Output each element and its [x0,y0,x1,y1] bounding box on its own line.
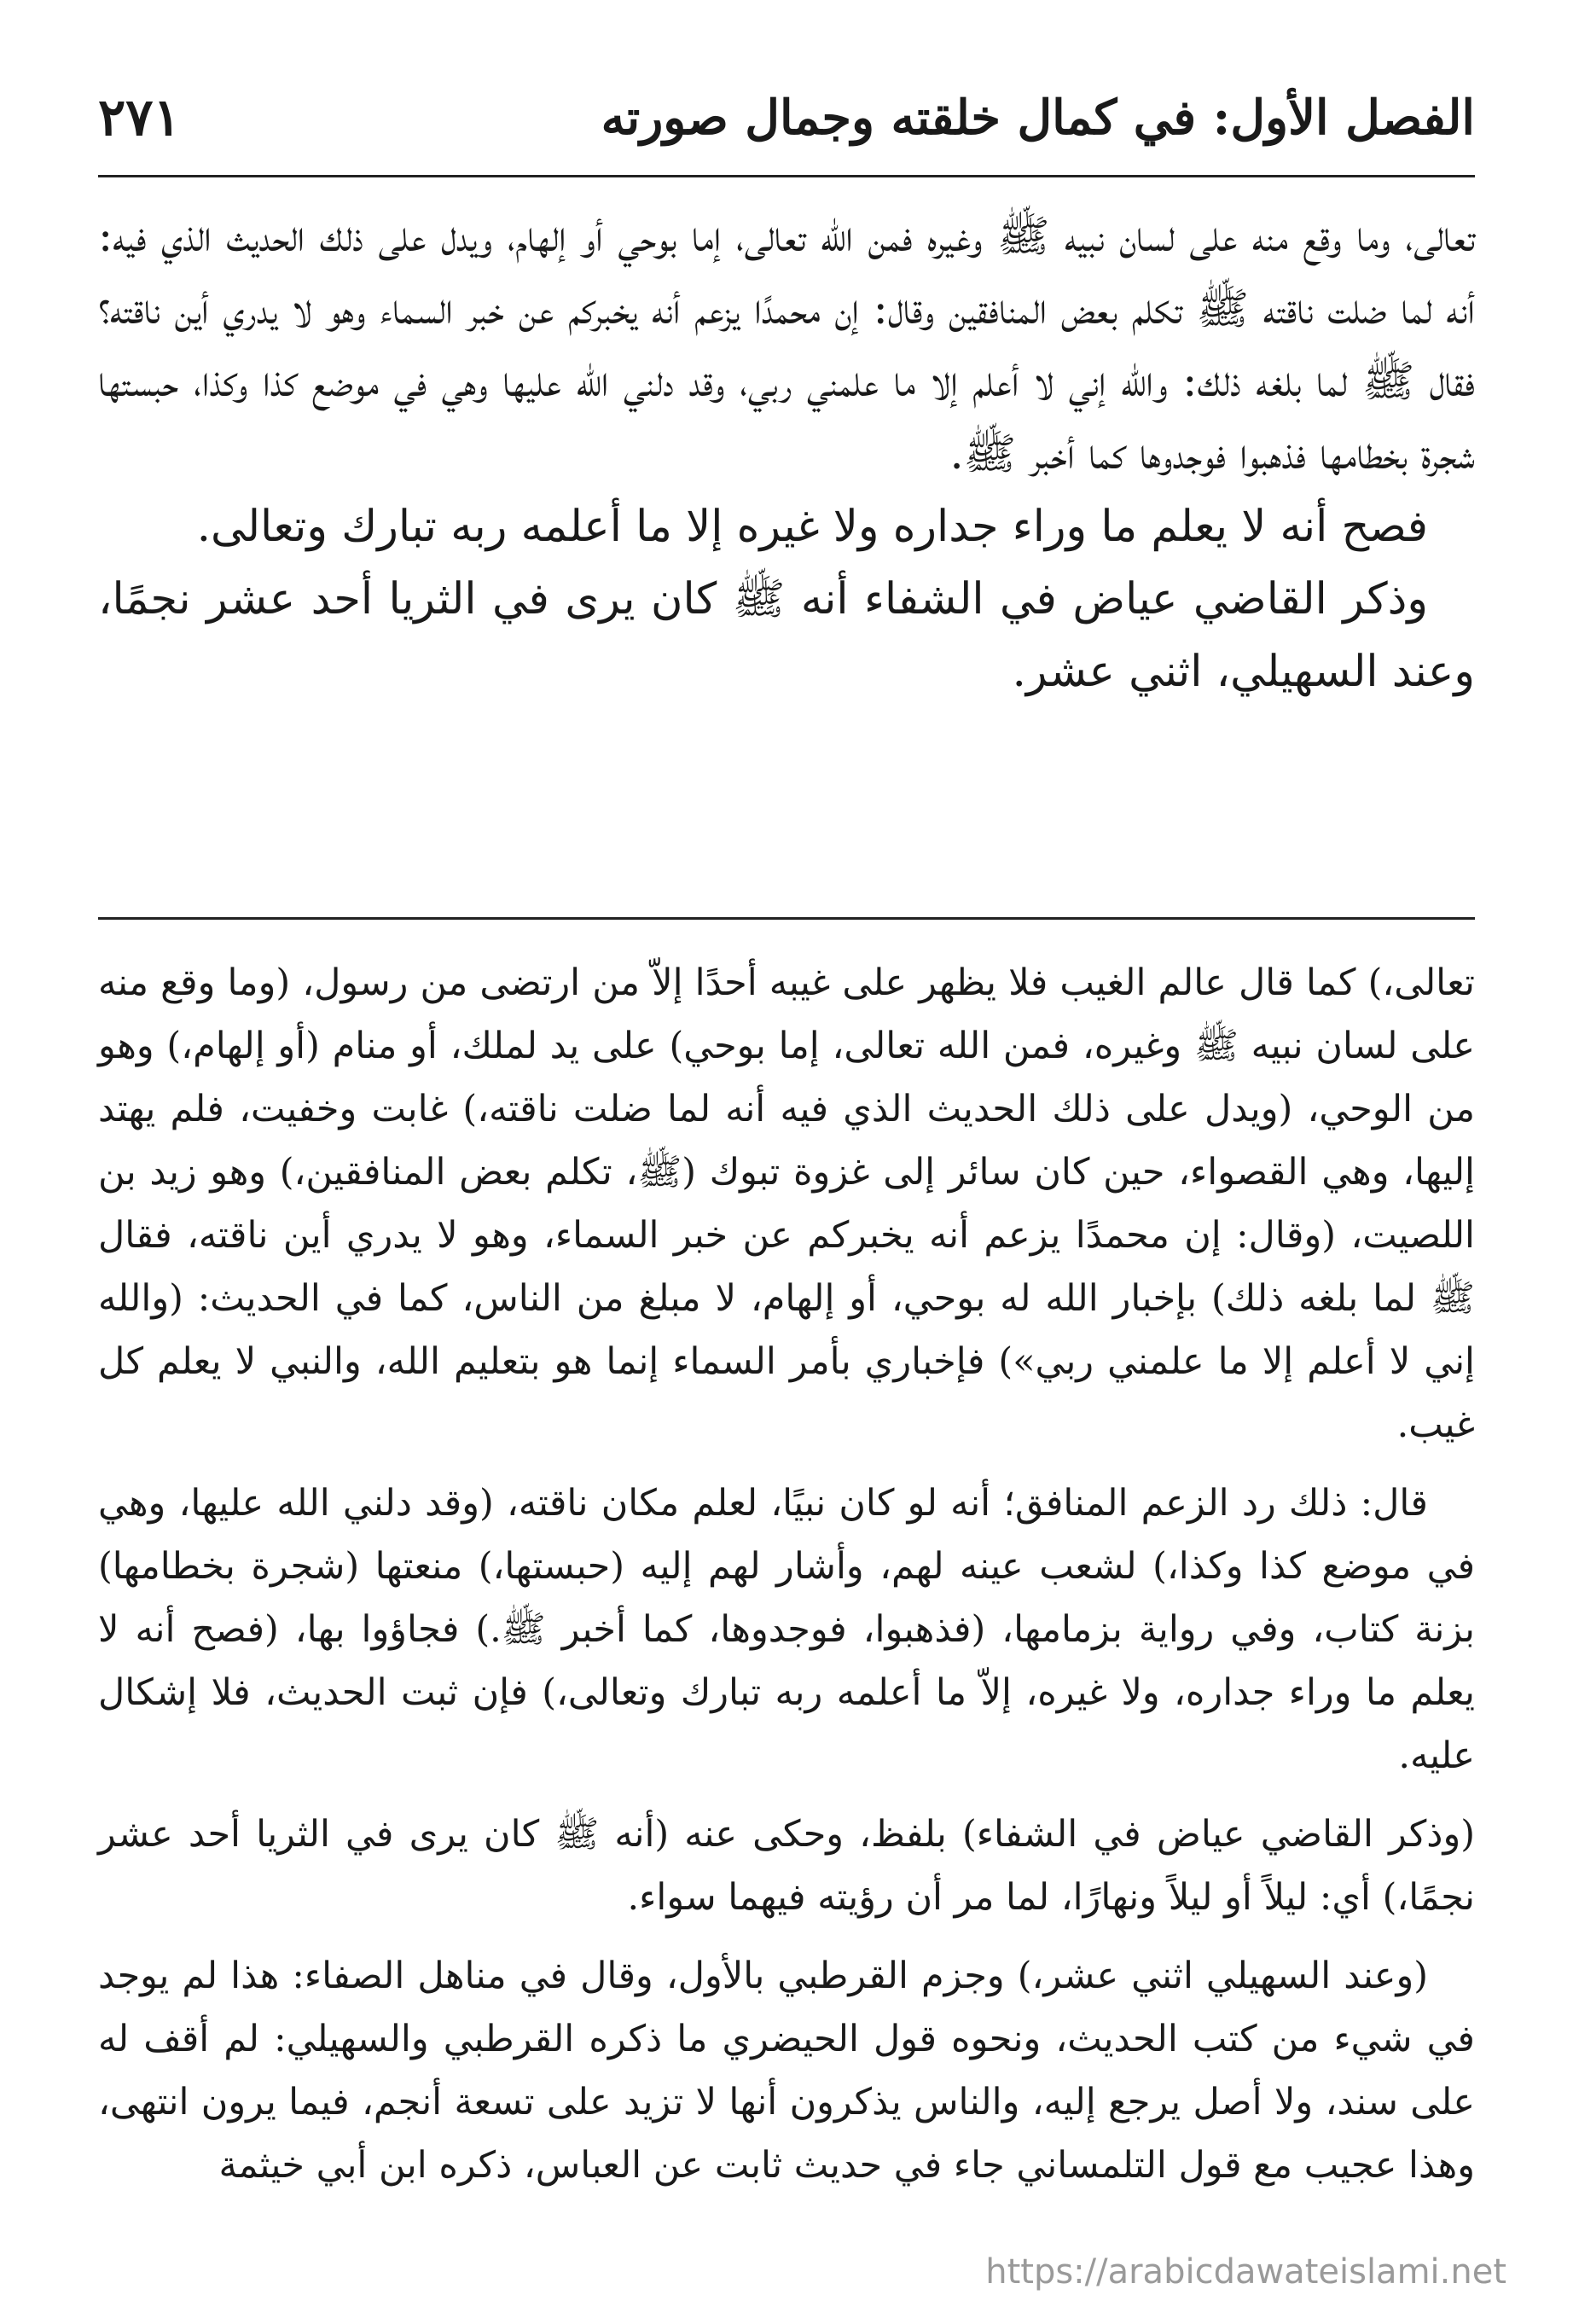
commentary-paragraph: (وذكر القاضي عياض في الشفاء) بلفظ، وحكى عنه (أنه ﷺ كان يرى في الثريا أحد عشر نجمًا،) أي: ليلاً أو ليلاً ونهارًا، لما مر أن رؤيته فيهما سواء. [98,1813,1475,1919]
commentary-divider [98,917,1475,920]
chapter-title: الفصل الأول: في كمال خلقته وجمال صورته [601,90,1475,146]
commentary-paragraph: تعالى،) كما قال عالم الغيب فلا يظهر على غيبه أحدًا إلاّ من ارتضى من رسول، (وما وقع منه على لسان نبيه ﷺ وغيره، فمن الله تعالى، إما بوحي) على يد لملك، أو منام (أو إلهام،) وهو من الوحي، (ويدل على ذلك الحديث الذي فيه أنه لما ضلت ناقته،) غابت وخفيت، فلم يهتد إليها، وهي القصواء، حين كان سائر إلى غزوة تبوك (ﷺ، تكلم بعض المنافقين،) وهو زيد بن اللصيت، (وقال: إن محمدًا يزعم أنه يخبركم عن خبر السماء، وهو لا يدري أين ناقته، فقال ﷺ لما بلغه ذلك) بإخبار الله له بوحي، أو إلهام، لا مبلغ من الناس، كما في الحديث: (والله إني لا أعلم إلا ما علمني ربي») فإخباري بأمر السماء إنما هو بتعليم الله، والنبي لا يعلم كل غيب. [98,962,1475,1446]
header-divider [98,175,1475,177]
main-paragraph: وذكر القاضي عياض في الشفاء أنه ﷺ كان يرى في الثريا أحد عشر نجمًا، وعند السهيلي، اثني عشر. [98,574,1475,697]
commentary-paragraph: قال: ذلك رد الزعم المنافق؛ أنه لو كان نبيًا، لعلم مكان ناقته، (وقد دلني الله عليها، وهي في موضع كذا وكذا،) لشعب عينه لهم، وأشار لهم إليه (حبستها،) منعتها (شجرة بخطامها) بزنة كتاب، وفي رواية بزمامها، (فذهبوا، فوجدوها، كما أخبر ﷺ.) فجاؤوا بها، (فصح أنه لا يعلم ما وراء جداره، ولا غيره، إلاّ ما أعلمه ربه تبارك وتعالى،) فإن ثبت الحديث، فلا إشكال عليه. [98,1482,1475,1777]
commentary-paragraph: (وعند السهيلي اثني عشر،) وجزم القرطبي بالأول، وقال في مناهل الصفاء: هذا لم يوجد في شيء من كتب الحديث، ونحوه قول الحيضري ما ذكره القرطبي والسهيلي: لم أقف له على سند، ولا أصل يرجع إليه، والناس يذكرون أنها لا تزيد على تسعة أنجم، فيما يرون انتهى، وهذا عجيب مع قول التلمساني جاء في حديث ثابت عن العباس، ذكره ابن أبي خيثمة [98,1955,1475,2187]
main-paragraph: فصح أنه لا يعلم ما وراء جداره ولا غيره إلا ما أعلمه ربه تبارك وتعالى. [196,502,1428,552]
commentary-text [98,951,1475,2214]
main-paragraph: تعالى، وما وقع منه على لسان نبيه ﷺ وغيره فمن الله تعالى، إما بوحي أو إلهام، ويدل على ذلك الحديث الذي فيه: أنه لما ضلت ناقته ﷺ تكلم بعض المنافقين وقال: إن محمدًا يزعم أنه يخبركم عن خبر السماء وهو لا يدري أين ناقته؟ فقال ﷺ لما بلغه ذلك: والله إني لا أعلم إلا ما علمني ربي، وقد دلني الله عليها وهي في موضع كذا وكذا، حبستها شجرة بخطامها فذهبوا فوجدوها كما أخبر ﷺ. [98,212,1475,479]
page-header [98,81,1475,175]
page-number: ٢٧١ [98,88,181,148]
main-text [98,200,1475,909]
website-watermark: https://arabicdawateislami.net [985,2252,1506,2292]
